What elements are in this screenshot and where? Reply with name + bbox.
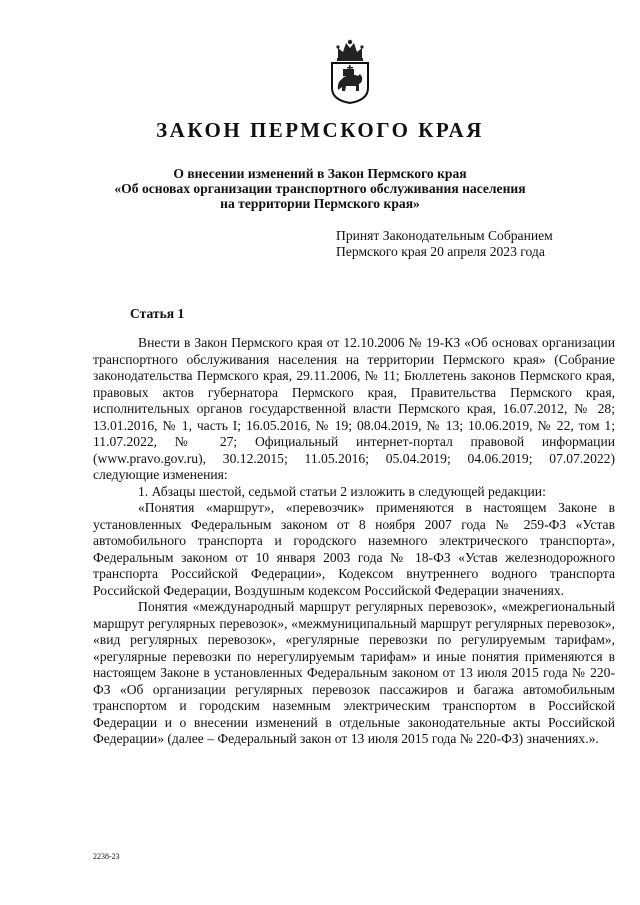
article-heading: Статья 1 bbox=[130, 306, 185, 321]
article-body bbox=[93, 335, 615, 748]
paragraph: 1. Абзацы шестой, седьмой статьи 2 изложить в следующей редакции: bbox=[138, 483, 546, 499]
coat-of-arms-icon bbox=[329, 38, 371, 104]
subtitle-line: О внесении изменений в Закон Пермского края bbox=[173, 166, 467, 181]
adoption-line: Пермского края 20 апреля 2023 года bbox=[336, 243, 545, 259]
adoption-note bbox=[336, 228, 553, 259]
paragraph: Понятия «международный маршрут регулярных перевозок», «межрегиональный маршрут регулярных перевозок», «межмуниципальный маршрут регулярных перевозок», «вид регулярных перевозок», «регулярные перевозки по регулируемым тарифам», «регулярные перевозки по нерегулируемым тарифам» и иные понятия применяются в настоящем Законе в установленных Федеральным законом от 13 июля 2015 года № 220-ФЗ «Об организации регулярных перевозок пассажиров и багажа автомобильным транспортом и городским наземным электрическим транспортом в Российской Федерации и о внесении изменений в отдельные законодательные акты Российской Федерации» (далее – Федеральный закон от 13 июля 2015 года № 220-ФЗ) значениях.». bbox=[93, 599, 615, 746]
law-title: ЗАКОН ПЕРМСКОГО КРАЯ bbox=[156, 118, 484, 142]
paragraph: Внести в Закон Пермского края от 12.10.2006 № 19-КЗ «Об основах организации транспортного обслуживания населения на территории Пермского края» (Собрание законодательства Пермского края, 29.11.2006, № 11; Бюллетень законов Пермского края, правовых актов губернатора Пермского края, Правительства Пермского края, исполнительных органов государственной власти Пермского края, 16.07.2012, № 28; 13.01.2016, № 1, часть I; 16.05.2016, № 19; 08.04.2019, № 13; 10.06.2019, № 22, том 1; 11.07.2022, № 27; Официальный интернет-портал правовой информации (www.pravo.gov.ru), 30.12.2015; 11.05.2016; 05.04.2019; 04.06.2019; 07.07.2022) следующие изменения: bbox=[93, 335, 615, 482]
adoption-line: Принят Законодательным Собранием bbox=[336, 228, 553, 243]
paragraph: «Понятия «маршрут», «перевозчик» применяются в настоящем Законе в установленных Федеральным законом от 8 ноября 2007 года № 259-ФЗ «Устав автомобильного транспорта и городского наземного электрического транспорта», Федеральным законом от 10 января 2003 года № 18-ФЗ «Устав железнодорожного транспорта Российской Федерации», Кодексом внутреннего водного транспорта Российской Федерации, Воздушным кодексом Российской Федерации значениях. bbox=[93, 500, 615, 598]
subtitle-line: «Об основах организации транспортного обслуживания населения bbox=[114, 181, 526, 196]
subtitle-line: на территории Пермского края» bbox=[220, 196, 420, 211]
law-subtitle bbox=[100, 166, 540, 211]
document-code: 2238-23 bbox=[93, 852, 120, 861]
